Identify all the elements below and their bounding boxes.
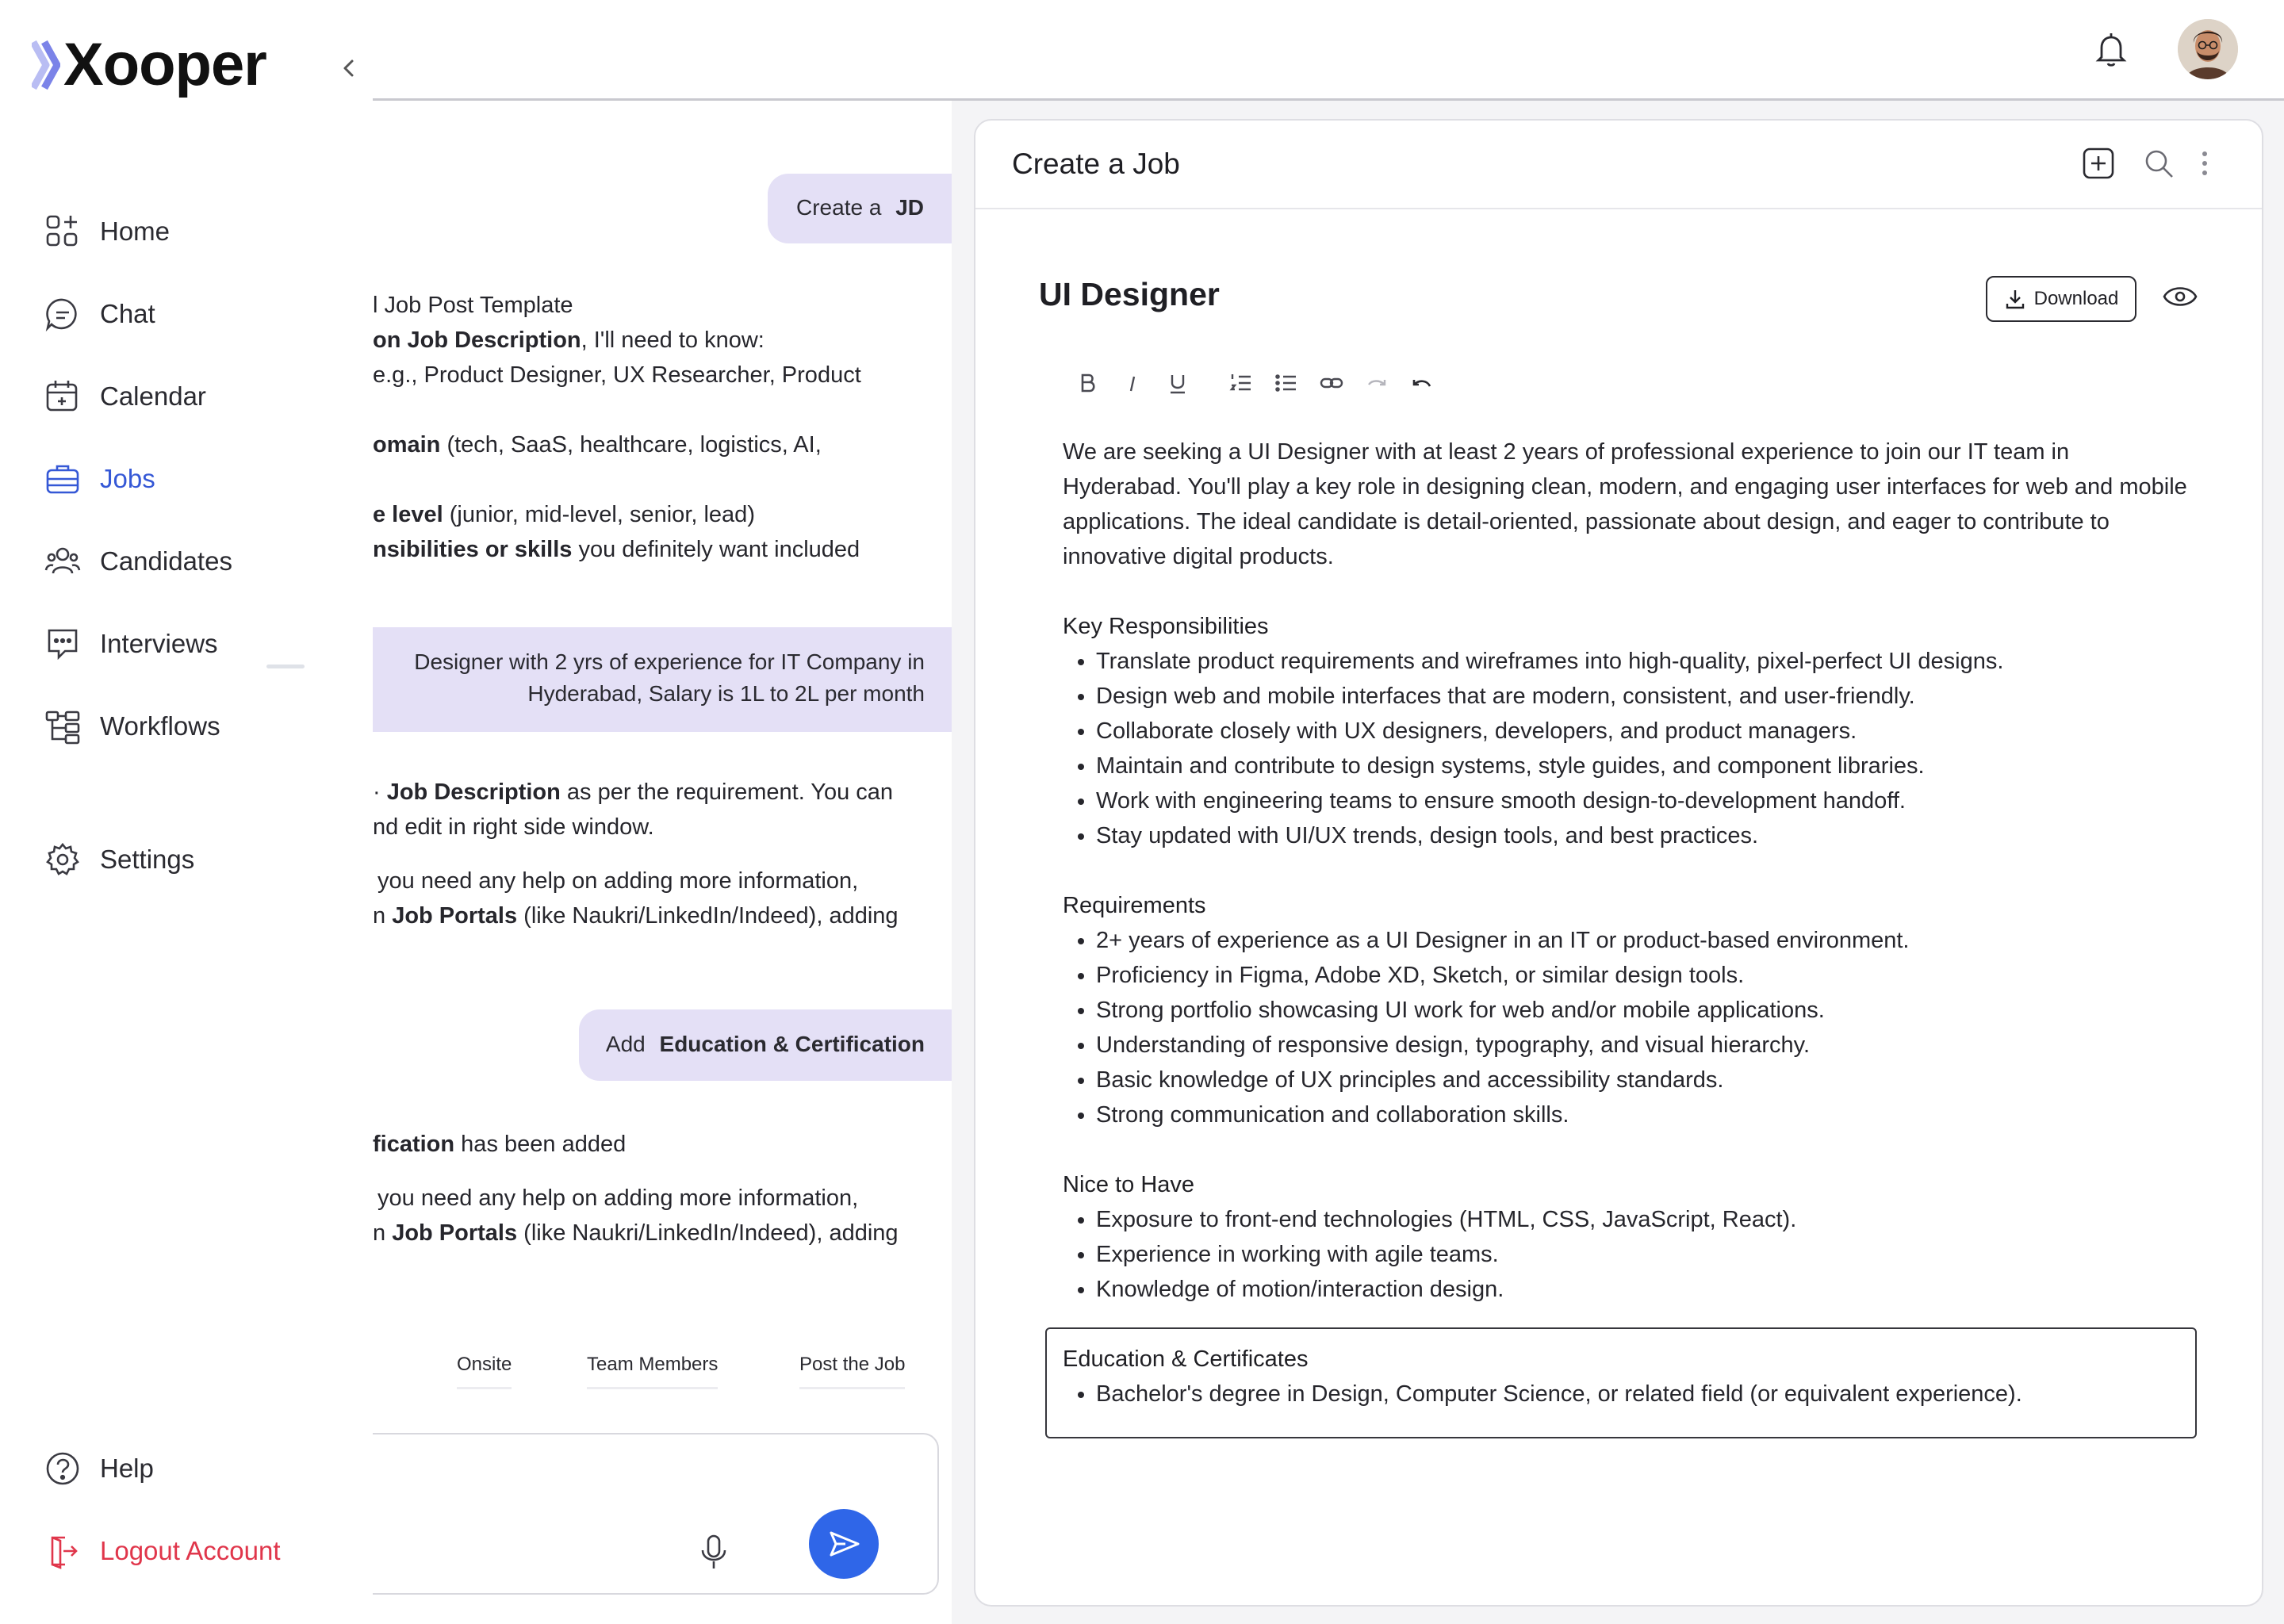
nav-label: Candidates <box>100 546 232 576</box>
formatting-toolbar <box>1071 366 1450 400</box>
nav-jobs[interactable] <box>44 438 232 520</box>
nav-logout[interactable] <box>44 1510 281 1592</box>
suggestion-chip-onsite[interactable]: Onsite <box>457 1354 512 1389</box>
list-item: • Basic knowledge of UX principles and accessibility standards. <box>1096 1063 2189 1097</box>
panel-title: Create a Job <box>1012 147 1180 180</box>
nav-settings[interactable] <box>44 818 194 901</box>
italic-icon <box>1120 370 1145 396</box>
list-item: • Stay updated with UI/UX trends, design tools, and best practices. <box>1096 818 2189 853</box>
nav-calendar[interactable] <box>44 355 232 438</box>
suggestion-chip-team-members[interactable]: Team Members <box>587 1354 718 1389</box>
nav-home[interactable] <box>44 190 232 273</box>
home-icon <box>44 213 81 250</box>
chat-line: e.g., Product Designer, UX Researcher, Product <box>373 362 861 388</box>
user-message-bubble <box>373 627 952 732</box>
help-icon <box>44 1450 81 1487</box>
app-logo[interactable] <box>32 31 266 98</box>
search-icon[interactable] <box>2141 146 2176 181</box>
nav-workflows[interactable] <box>44 685 232 768</box>
underline-button[interactable] <box>1161 366 1194 400</box>
bell-icon[interactable] <box>2090 29 2132 70</box>
sidebar <box>0 0 373 1624</box>
list-item: • Maintain and contribute to design systems, style guides, and component libraries. <box>1096 749 2189 783</box>
assistant-message <box>373 288 861 567</box>
candidates-icon <box>44 543 81 580</box>
bubble-bold: JD <box>895 195 924 220</box>
chat-icon <box>44 296 81 332</box>
job-title[interactable]: UI Designer <box>1039 276 1220 312</box>
bullet-list <box>1063 644 2189 853</box>
bullet-list-button[interactable] <box>1270 366 1303 400</box>
link-button[interactable] <box>1315 366 1348 400</box>
chat-line: l Job Post Template <box>373 293 573 318</box>
link-icon <box>1319 370 1344 396</box>
nav-label: Chat <box>100 299 155 328</box>
workflows-icon <box>44 708 81 745</box>
nav-label: Home <box>100 216 171 246</box>
send-button[interactable] <box>809 1509 879 1579</box>
list-item: • Strong portfolio showcasing UI work for web and/or mobile applications. <box>1096 993 2189 1028</box>
suggestion-chip-post-job[interactable]: Post the Job <box>799 1354 905 1389</box>
user-message-bubble <box>768 174 952 243</box>
nav-interviews[interactable] <box>44 603 232 685</box>
list-item: • Work with engineering teams to ensure smooth design-to-development handoff. <box>1096 783 2189 818</box>
add-icon[interactable] <box>2081 146 2116 181</box>
bullet-list-icon <box>1274 370 1299 396</box>
bubble-line: Hyderabad, Salary is 1L to 2L per month <box>527 681 925 706</box>
section-heading: Requirements <box>1063 893 1206 918</box>
chat-line: nd edit in right side window. <box>373 814 654 840</box>
nav-help[interactable] <box>44 1427 281 1510</box>
redo-icon <box>1364 370 1389 396</box>
bold-icon <box>1075 370 1100 396</box>
chat-line: you need any help on adding more information, <box>377 1185 859 1211</box>
panel-header <box>975 121 2262 209</box>
list-item: • Collaborate closely with UX designers, developers, and product managers. <box>1096 714 2189 749</box>
settings-nav-wrapper <box>44 818 194 901</box>
list-item: • Design web and mobile interfaces that are modern, consistent, and user-friendly. <box>1096 679 2189 714</box>
briefcase-icon <box>44 461 81 497</box>
section-heading: Key Responsibilities <box>1063 614 1269 639</box>
list-item: • Bachelor's degree in Design, Computer Science, or related field (or equivalent experience). <box>1096 1377 2022 1411</box>
calendar-icon <box>44 378 81 415</box>
job-description-editor[interactable] <box>1063 435 2189 1342</box>
main-nav <box>44 190 232 768</box>
undo-button[interactable] <box>1405 366 1439 400</box>
chat-line: · Job Description as per the requirement. You can <box>373 779 894 805</box>
italic-button[interactable] <box>1116 366 1149 400</box>
section-heading: Education & Certificates <box>1063 1346 1309 1372</box>
nav-label: Jobs <box>100 464 155 493</box>
section-heading: Nice to Have <box>1063 1172 1195 1197</box>
nav-chat[interactable] <box>44 273 232 355</box>
list-item: • Exposure to front-end technologies (HTML, CSS, JavaScript, React). <box>1096 1202 2189 1237</box>
bubble-line: Designer with 2 yrs of experience for IT Company in <box>414 649 925 674</box>
list-item: • Strong communication and collaboration skills. <box>1096 1097 2189 1132</box>
avatar[interactable] <box>2178 19 2238 79</box>
education-section-selected[interactable] <box>1045 1327 2197 1438</box>
divider <box>266 665 305 668</box>
nav-label: Interviews <box>100 629 218 658</box>
list-item: • Understanding of responsive design, typography, and visual hierarchy. <box>1096 1028 2189 1063</box>
undo-icon <box>1409 370 1435 396</box>
logout-icon <box>44 1533 81 1569</box>
nav-label: Calendar <box>100 381 206 411</box>
bubble-bold: Education & Certification <box>659 1032 925 1056</box>
list-item: • Proficiency in Figma, Adobe XD, Sketch, or similar design tools. <box>1096 958 2189 993</box>
chat-column <box>373 101 952 1624</box>
chat-line: you need any help on adding more information, <box>377 868 859 894</box>
ordered-list-button[interactable] <box>1224 366 1258 400</box>
nav-label: Workflows <box>100 711 220 741</box>
user-message-bubble <box>579 1009 952 1081</box>
app-name: Xooper <box>63 31 266 98</box>
nav-label: Settings <box>100 845 195 874</box>
gear-icon <box>44 841 81 878</box>
user-avatar-image <box>2178 19 2238 79</box>
preview-eye-icon[interactable] <box>2162 281 2198 312</box>
underline-icon <box>1165 370 1190 396</box>
chat-line: on Job Description, I'll need to know: <box>373 327 765 353</box>
collapse-sidebar-icon[interactable] <box>338 57 360 79</box>
microphone-icon[interactable] <box>698 1533 730 1571</box>
list-item: • Knowledge of motion/interaction design. <box>1096 1272 2189 1307</box>
redo-button[interactable] <box>1360 366 1393 400</box>
chat-line: n Job Portals (like Naukri/LinkedIn/Indeed), adding <box>373 1220 899 1246</box>
assistant-message <box>373 775 899 933</box>
chat-line: nsibilities or skills you definitely want included <box>373 537 860 562</box>
chat-line: e level (junior, mid-level, senior, lead) <box>373 502 755 527</box>
bullet-list <box>1063 1202 2189 1307</box>
list-item: • 2+ years of experience as a UI Designer in an IT or product-based environment. <box>1096 923 2189 958</box>
nav-label: Logout Account <box>100 1536 281 1565</box>
download-button[interactable] <box>1986 276 2136 322</box>
interviews-icon <box>44 626 81 662</box>
chat-line: omain (tech, SaaS, healthcare, logistics, AI, <box>373 432 822 458</box>
chat-line: fication has been added <box>373 1132 627 1157</box>
download-icon <box>2004 288 2026 310</box>
message-composer[interactable] <box>373 1433 939 1595</box>
top-bar <box>373 0 2284 101</box>
bottom-nav <box>44 1427 281 1592</box>
assistant-message <box>373 1127 899 1251</box>
more-vertical-icon[interactable] <box>2187 146 2222 181</box>
bubble-text: Create a <box>796 195 882 220</box>
job-editor-panel <box>974 119 2263 1607</box>
nav-candidates[interactable] <box>44 520 232 603</box>
bold-button[interactable] <box>1071 366 1104 400</box>
ordered-list-icon <box>1228 370 1254 396</box>
nav-label: Help <box>100 1454 154 1483</box>
job-intro: We are seeking a UI Designer with at least 2 years of professional experience to join our IT team in Hyderabad. You'll play a key role in designing clean, modern, and engaging user interfaces for web and mobile applications. The ideal candidate is detail-oriented, passionate about design, and eager to contribute to innovative digital products. <box>1063 439 2187 569</box>
chat-line: n Job Portals (like Naukri/LinkedIn/Indeed), adding <box>373 903 899 929</box>
bullet-list <box>1063 923 2189 1132</box>
send-icon <box>826 1526 861 1561</box>
bullet-list <box>1063 1377 2022 1411</box>
bubble-text: Add <box>605 1032 646 1056</box>
list-item: • Experience in working with agile teams. <box>1096 1237 2189 1272</box>
list-item: • Translate product requirements and wireframes into high-quality, pixel-perfect UI designs. <box>1096 644 2189 679</box>
logo-chevron-icon <box>32 37 60 93</box>
download-label: Download <box>2033 288 2119 309</box>
